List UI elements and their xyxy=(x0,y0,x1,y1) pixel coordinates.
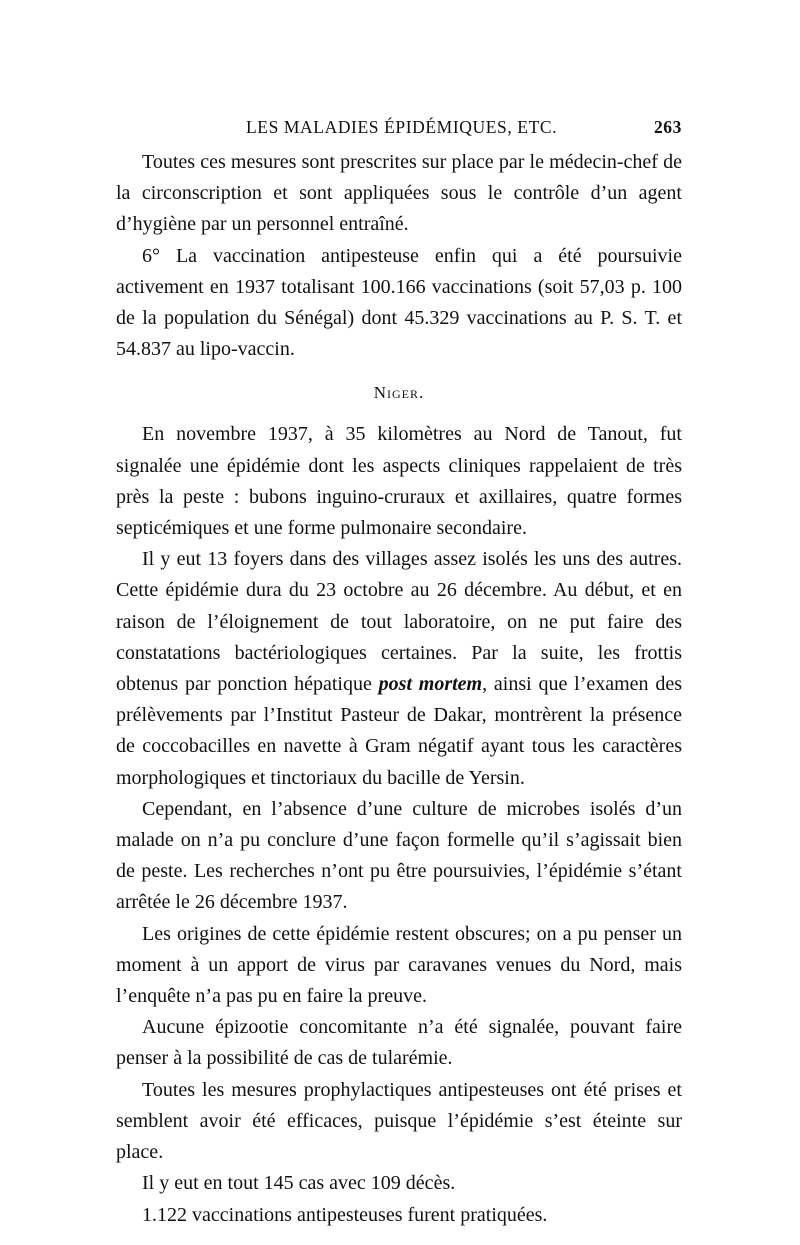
paragraph-vaccination: 6° La vaccination antipesteuse enfin qui a été poursuivie activement en 1937 totalisant 100.166 vaccinations (soit 57,03 p. 100 de la population du Sénégal) dont 45.329 vaccinations au P. S. T. et 54.837 au lipo-vaccin. xyxy=(116,244,682,361)
running-title: LES MALADIES ÉPIDÉMIQUES, ETC. xyxy=(246,117,558,137)
section-heading-niger xyxy=(116,383,682,403)
paragraph-foyers xyxy=(116,544,682,794)
paragraph-foyers-part-b: , ainsi que l’examen des prélèvements par l’Institut Pasteur de Dakar, montrèrent la présence de coccobacilles en navette à Gram négatif ayant tous les caractères morphologiques et tinctoriaux du bacille de Yersin. xyxy=(116,673,682,789)
paragraph-epidemic-outbreak: En novembre 1937, à 35 kilomètres au Nord de Tanout, fut signalée une épidémie dont les aspects cliniques rappelaient de très près la peste : bubons inguino-cruraux et axillaires, quatre formes septicémiques et une forme pulmonaire secondaire. xyxy=(116,423,682,540)
section-heading-text: Niger. xyxy=(373,383,425,403)
paragraph-absence-culture: Cependant, en l’absence d’une culture de microbes isolés d’un malade on n’a pu conclure d’une façon formelle qu’il s’agissait bien de peste. Les recherches n’ont pu être poursuivies, l’épidémie s’étant arrêtée le 26 décembre 1937. xyxy=(116,797,682,914)
paragraph-vaccinations-count: 1.122 vaccinations antipesteuses furent pratiquées. xyxy=(142,1203,548,1226)
paragraph-prophylaxis: Toutes les mesures prophylactiques antipesteuses ont été prises et semblent avoir été efficaces, puisque l’épidémie s’est éteinte sur place. xyxy=(116,1078,682,1164)
post-mortem-term: post mortem xyxy=(378,673,483,696)
paragraph-epizootie: Aucune épizootie concomitante n’a été signalée, pouvant faire penser à la possibilité de cas de tularémie. xyxy=(116,1016,682,1070)
book-page xyxy=(116,117,682,1231)
page-number: 263 xyxy=(653,117,682,137)
paragraph-case-count: Il y eut en tout 145 cas avec 109 décès. xyxy=(142,1172,456,1195)
paragraph-foyers-part-a: Il y eut 13 foyers dans des villages assez isolés les uns des autres. Cette épidémie dura du 23 octobre au 26 décembre. Au début, et en raison de l’éloignement de tout laboratoire, on ne put faire des constatations bactériologiques certaines. Par la suite, les frottis obtenus par ponction hépatique xyxy=(116,548,682,696)
running-head xyxy=(116,117,682,147)
paragraph-measures: Toutes ces mesures sont prescrites sur place par le médecin-chef de la circonscription et sont appliquées sous le contrôle d’un agent d’hygiène par un personnel entraîné. xyxy=(116,151,682,236)
paragraph-origins: Les origines de cette épidémie restent obscures; on a pu penser un moment à un apport de virus par caravanes venues du Nord, mais l’enquête n’a pas pu en faire la preuve. xyxy=(116,922,682,1008)
